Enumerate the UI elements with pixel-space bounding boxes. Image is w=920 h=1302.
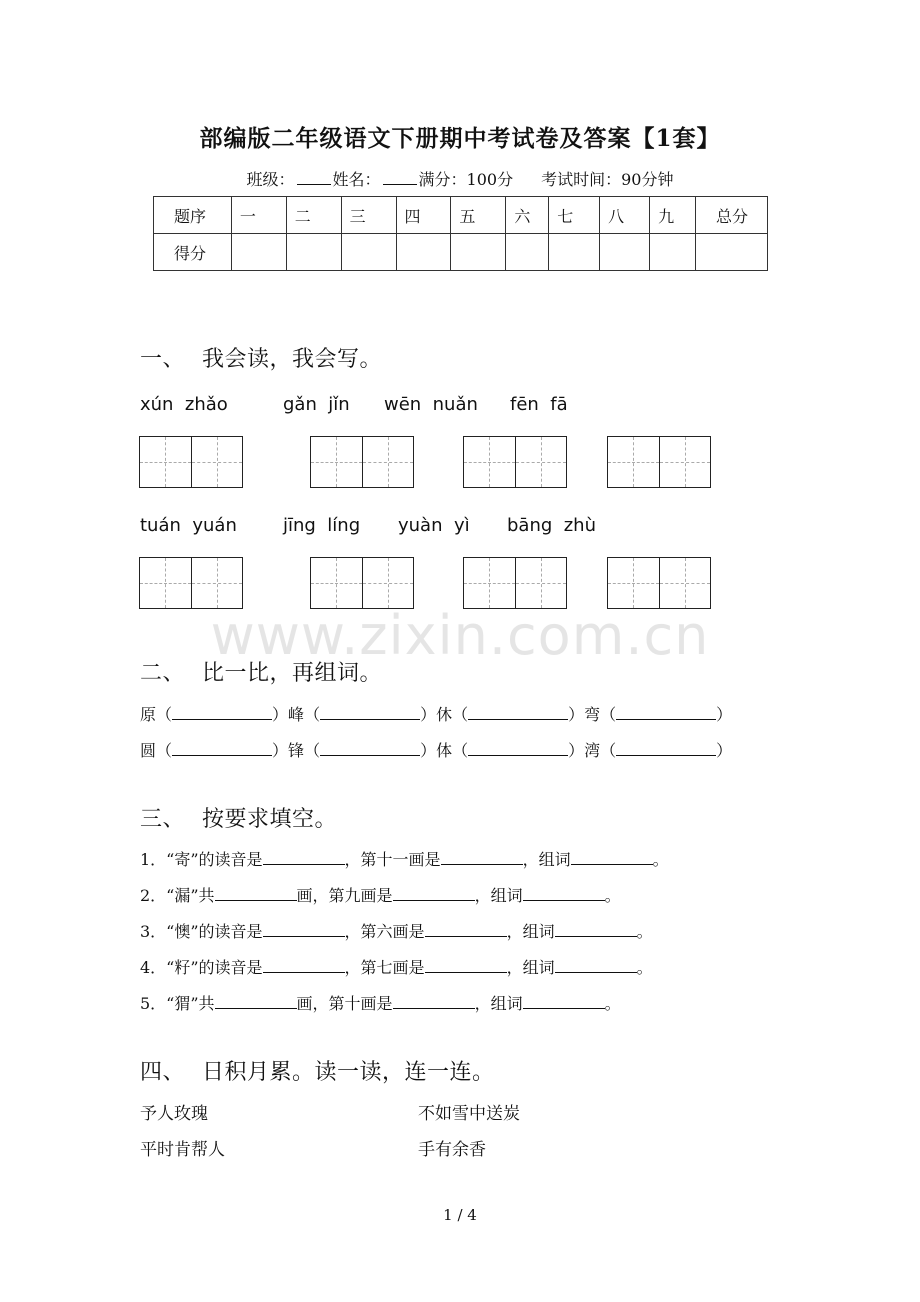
word-blank[interactable] [616,705,716,720]
word-blank[interactable] [172,741,272,756]
pinyin-label: jīng líng [283,515,361,536]
section-title: 按要求填空。 [202,807,338,832]
section-number: 一、 [140,347,186,372]
word-blank[interactable] [616,741,716,756]
score-cell[interactable] [341,234,396,271]
pinyin-label: gǎn jǐn [283,394,350,415]
word-blank[interactable] [172,705,272,720]
answer-blank[interactable] [571,850,653,865]
score-cell[interactable] [396,234,451,271]
table-cell: 七 [549,197,600,234]
writing-grid[interactable] [607,557,711,609]
answer-blank[interactable] [393,994,475,1009]
question-text: ，组词 [506,922,555,941]
section-title: 比一比，再组词。 [202,661,383,686]
answer-blank[interactable] [425,922,507,937]
name-blank[interactable] [383,170,417,185]
question-1 [140,847,669,870]
compare-row: 原（ ）峰（ ）休（ ）弯（ ） [140,705,733,724]
section-number: 三、 [140,807,186,832]
score-cell[interactable] [600,234,650,271]
section-title: 日积月累。读一读，连一连。 [202,1060,495,1085]
watermark: www.zixin.com.cn [210,604,710,667]
section-number: 二、 [140,661,186,686]
answer-blank[interactable] [441,850,523,865]
writing-grid[interactable] [310,436,414,488]
answer-blank[interactable] [263,958,345,973]
table-cell: 题序 [154,197,232,234]
question-3 [140,919,653,942]
pinyin-label: wēn nuǎn [384,394,478,415]
score-table-row [154,234,768,271]
question-text: ，组词 [506,958,555,977]
section-1-heading [140,342,382,373]
score-cell[interactable] [451,234,506,271]
character: 湾 [584,741,601,760]
table-cell: 一 [231,197,286,234]
question-text: 画，第十画是 [296,994,393,1013]
character: 峰 [288,705,305,724]
character: 圆 [140,741,157,760]
section-4-heading [140,1055,495,1086]
score-cell[interactable] [231,234,286,271]
word-blank[interactable] [320,705,420,720]
table-cell: 二 [286,197,341,234]
table-cell: 八 [600,197,650,234]
question-text: 4．“籽”的读音是 [140,958,263,977]
question-text: 。 [636,922,653,941]
character: 弯 [584,705,601,724]
question-text: ，组词 [474,994,523,1013]
question-text: 。 [604,886,621,905]
answer-blank[interactable] [215,886,297,901]
answer-blank[interactable] [523,994,605,1009]
question-text: ，组词 [522,850,571,869]
table-cell: 六 [506,197,549,234]
writing-grid[interactable] [310,557,414,609]
answer-blank[interactable] [215,994,297,1009]
score-cell[interactable] [506,234,549,271]
match-left-item[interactable]: 平时肯帮人 [140,1140,225,1160]
word-blank[interactable] [468,705,568,720]
question-text: 画，第九画是 [296,886,393,905]
section-2-heading [140,656,382,687]
question-text: 1．“寄”的读音是 [140,850,263,869]
answer-blank[interactable] [425,958,507,973]
name-label: 姓名： [332,170,381,189]
writing-grid[interactable] [607,436,711,488]
score-cell[interactable] [650,234,696,271]
score-cell[interactable] [695,234,767,271]
score-table [153,196,768,271]
table-cell: 得分 [154,234,232,271]
page-number: 1 / 4 [443,1206,477,1224]
question-text: 。 [636,958,653,977]
table-cell: 九 [650,197,696,234]
section-number: 四、 [140,1060,186,1085]
writing-grid[interactable] [463,557,567,609]
word-blank[interactable] [320,741,420,756]
section-3-heading [140,802,337,833]
class-blank[interactable] [297,170,331,185]
pinyin-label: bāng zhù [507,515,596,536]
question-text: 。 [604,994,621,1013]
score-cell[interactable] [286,234,341,271]
question-text: ，第六画是 [344,922,425,941]
character: 休 [436,705,453,724]
writing-grid[interactable] [463,436,567,488]
pinyin-label: yuàn yì [398,515,470,536]
table-cell: 四 [396,197,451,234]
question-4 [140,955,653,978]
answer-blank[interactable] [393,886,475,901]
question-text: 5．“猬”共 [140,994,215,1013]
question-text: ，第十一画是 [344,850,441,869]
section-title: 我会读，我会写。 [202,347,383,372]
pinyin-label: xún zhǎo [140,394,228,415]
answer-blank[interactable] [263,850,345,865]
match-left-item[interactable]: 予人玫瑰 [140,1104,208,1124]
page-title: 部编版二年级语文下册期中考试卷及答案【1套】 [199,125,721,152]
question-text: ，第七画是 [344,958,425,977]
score-label: 满分：100分 [418,170,514,189]
match-right-item[interactable]: 不如雪中送炭 [418,1104,520,1124]
question-5 [140,991,621,1014]
score-cell[interactable] [549,234,600,271]
pinyin-label: tuán yuán [140,515,237,536]
table-cell: 总分 [695,197,767,234]
answer-blank[interactable] [263,922,345,937]
question-text: ，组词 [474,886,523,905]
exam-info [0,167,920,190]
writing-grid[interactable] [139,436,243,488]
compare-row: 圆（ ）锋（ ）体（ ）湾（ ） [140,741,733,760]
writing-grid[interactable] [139,557,243,609]
character: 原 [140,705,157,724]
answer-blank[interactable] [555,922,637,937]
character: 体 [436,741,453,760]
table-cell: 五 [451,197,506,234]
question-text: 3．“懊”的读音是 [140,922,263,941]
table-cell: 三 [341,197,396,234]
question-2 [140,883,621,906]
time-label: 考试时间：90分钟 [541,170,674,189]
pinyin-label: fēn fā [510,394,568,415]
word-blank[interactable] [468,741,568,756]
match-right-item[interactable]: 手有余香 [418,1140,486,1160]
character: 锋 [288,741,305,760]
score-table-header-row [154,197,768,234]
class-label: 班级： [246,170,295,189]
answer-blank[interactable] [523,886,605,901]
question-text: 2．“漏”共 [140,886,215,905]
answer-blank[interactable] [555,958,637,973]
question-text: 。 [652,850,669,869]
